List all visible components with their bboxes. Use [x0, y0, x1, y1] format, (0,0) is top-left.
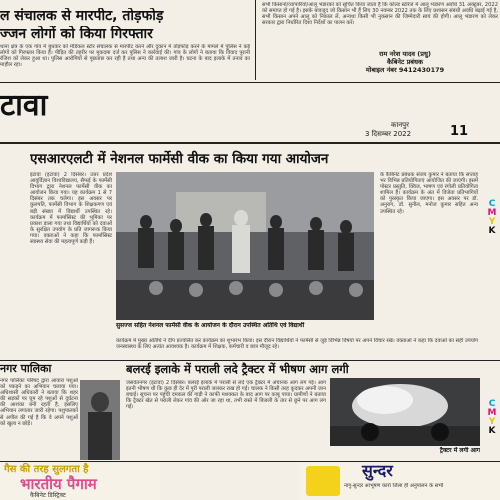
- ad-right-emblem: [306, 466, 340, 496]
- masthead-city: कानपुर: [391, 121, 409, 129]
- bottom-section-rule: [0, 360, 500, 361]
- top-left-body: थाना क्षेत्र के एक गांव में बुधवार को मेडिकल स्टोर संचालक से मारपीट करने और दुकान में तोड़फोड़ करने के मामले में पुलिस ने कई लोगों को गिरफ्तार किया है। पीड़ित की तहरीर पर मुकदमा दर्ज कर पुलिस ने कार्रवाई की। गांव के लोगों ने बताया कि विवाद पुरानी रंजिश को लेकर हुआ था। पुलिस आरोपियों से पूछताछ कर रही है तथा अन्य की तलाश जारी है। घटना के बाद इलाके में तनाव का माहौल रहा।: [0, 44, 250, 69]
- page-number: 11: [450, 124, 469, 139]
- main-story-body-left: इटावा (इटावा) 2 दिसंबर। उत्तर प्रदेश आयुर्विज्ञान विश्वविद्यालय, सैफई के फार्मेसी विभाग द्वारा नेशनल फार्मेसी वीक का आयोजन किया गया। यह कार्यक्रम 1 से 7 दिसंबर तक चलेगा। इस अवसर पर कुलपति, फार्मेसी विभाग के शिक्षकगण एवं बड़ी संख्या में विद्यार्थी उपस्थित रहे। कार्यक्रम में फार्मासिस्ट की भूमिका पर प्रकाश डाला गया तथा विद्यार्थियों को दवाओं के सुरक्षित उपयोग के प्रति जागरूक किया गया। वक्ताओं ने कहा कि फार्मासिस्ट स्वास्थ्य सेवा की महत्वपूर्ण कड़ी हैं।: [30, 172, 112, 246]
- ad-right: [300, 463, 500, 500]
- cmyk-y-bottom: Y: [488, 417, 496, 427]
- cmyk-registration-top: [486, 200, 498, 236]
- bottom-left-headline: नगर पालिका: [0, 362, 52, 375]
- signature-name: राम नरेश यादव (प्रधु): [379, 50, 431, 58]
- top-right-notice-body: सभी किसानों/व्यापारियों/आलू भंडारकों को सूचित किया जाता है कि कोल्ड स्टोरेज में आलू भंडारण अवधि 31 अक्टूबर, 2022 को समाप्त हो गई है। इसके बावजूद जो किसान भी हैं लिए 30 नवम्बर 2022 तक के लिए प्रशासन संबंधी अवधि बढ़ाई गई है, सभी किसान अपने आलू को निकाल लें, अन्यथा किसी भी नुकसान की जिम्मेदारी स्वयं की होगी। आलू भंडारण को लेकर सरकार द्वारा निर्धारित दिशा निर्देशों का पालन करें।: [262, 2, 498, 27]
- cmyk-k: K: [488, 226, 496, 236]
- bottom-right-body: जसवंतनगर (इटावा) 2 दिसंबर। बलरई इलाके में पराली से लदे एक ट्रैक्टर में अचानक आग लग गई। आग इतनी भीषण थी कि कुछ ही देर में पूरी पराली जलकर राख हो गई। चालक ने किसी तरह कूदकर अपनी जान बचाई। सूचना पर पहुंची दमकल की गाड़ी ने काफी मशक्कत के बाद आग पर काबू पाया। ग्रामीणों ने बताया कि ट्रैक्टर खेत से पराली लेकर गांव की ओर जा रहा था, तभी रास्ते में बिजली के तार से छूने पर आग लग गई।: [126, 380, 326, 411]
- cmyk-k-bottom: K: [488, 426, 496, 436]
- ceremony-photo-illustration: [116, 172, 374, 320]
- top-column-divider: [255, 0, 256, 80]
- top-right-signature: [330, 50, 480, 74]
- cmyk-y: Y: [488, 217, 496, 227]
- bottom-left-body: नगर पालिका परिषद द्वारा आवारा पशुओं को पकड़ने का अभियान चलाया गया। अधिशासी अधिकारी ने बताया कि शहर की सड़कों पर घूम रहे पशुओं से दुर्घटना की आशंका बनी रहती है, इसलिए अभियान लगातार जारी रहेगा। पशुपालकों से अपील की गई है कि वे अपने पशुओं को खुला न छोड़ें।: [0, 378, 78, 427]
- portrait-photo-illustration: [80, 380, 120, 460]
- main-story-body-right: के कैबिनेट प्रबंधक संजय कुमार ने बताया कि सप्ताह भर विभिन्न प्रतियोगिताएं आयोजित की जाएंगी। इसमें पोस्टर प्रस्तुति, क्विज, भाषण एवं रंगोली प्रतियोगिता शामिल हैं। कार्यक्रम के अंत में विजेता प्रतिभागियों को पुरस्कृत किया जाएगा। इस अवसर पर डॉ. अनुराग, डॉ. सुनील, मनोज कुमार सहित अन्य उपस्थित रहे।: [380, 172, 478, 215]
- signature-mobile: मोबाइल नंबर 9412430179: [365, 66, 445, 74]
- masthead-name: टावा: [0, 88, 48, 123]
- cmyk-c: C: [488, 199, 496, 209]
- cmyk-m: M: [487, 208, 497, 218]
- ad-left-line-1: गैस की तरह सुलगता है: [4, 464, 89, 475]
- main-story-photo: [116, 172, 374, 320]
- tractor-fire-photo-caption: ट्रैक्टर में लगी आग: [439, 447, 480, 454]
- top-left-headline-2: ज्जन लोगों को किया गिरफ्तार: [0, 26, 153, 42]
- fire-photo-illustration: [330, 378, 480, 446]
- masthead-date: 3 दिसम्बर 2022: [364, 130, 412, 138]
- cmyk-registration-bottom: [486, 400, 498, 436]
- cmyk-c-bottom: C: [488, 399, 496, 409]
- ad-right-brand: सुन्दर: [362, 461, 393, 480]
- signature-title: कैबिनेट प्रबंधक: [387, 58, 423, 66]
- bottom-right-headline: बलरई इलाके में पराली लदे ट्रैक्टर में भीषण आग लगी: [126, 362, 349, 376]
- cmyk-m-bottom: M: [487, 408, 497, 418]
- tractor-fire-photo: [330, 378, 480, 446]
- ad-left: [0, 463, 160, 500]
- ads-strip-rule: [0, 461, 500, 462]
- bottom-left-photo: [80, 380, 120, 460]
- masthead-bottom-rule: [0, 142, 500, 144]
- ad-right-line: नागु-सुन्दर आभूषण कारों जिला ही अनुपालन के सभी: [344, 483, 444, 489]
- ad-left-line-2: भारतीय पैगाम: [20, 475, 97, 493]
- ad-left-line-3: कैबिनेट डिस्ट्रिक्ट: [30, 492, 66, 499]
- main-story-body-below: कार्यक्रम में मुख्य अतिथि ने दीप प्रज्वलित कर कार्यक्रम का शुभारंभ किया। इस दौरान विद्यार्थियों ने फार्मेसी से जुड़े विभिन्न विषयों पर अपने विचार रखे। वक्ताओं ने कहा कि दवाओं का सही उपयोग जनस्वास्थ्य के लिए अत्यंत आवश्यक है। कार्यक्रम में शिक्षक, कर्मचारी व छात्र मौजूद रहे।: [116, 338, 478, 351]
- masthead-top-rule: [0, 82, 500, 83]
- main-story-headline: एसआरएलटी में नेशनल फार्मेसी वीक का किया गया आयोजन: [30, 151, 329, 167]
- top-left-headline-1: ल संचालक से मारपीट, तोड़फोड़: [0, 8, 164, 24]
- main-story-photo-caption: सुसज्ज सहित नेशनल फार्मेसी वीक के आयोजन के दौरान उपस्थित अतिथि एवं विद्यार्थी: [116, 322, 305, 329]
